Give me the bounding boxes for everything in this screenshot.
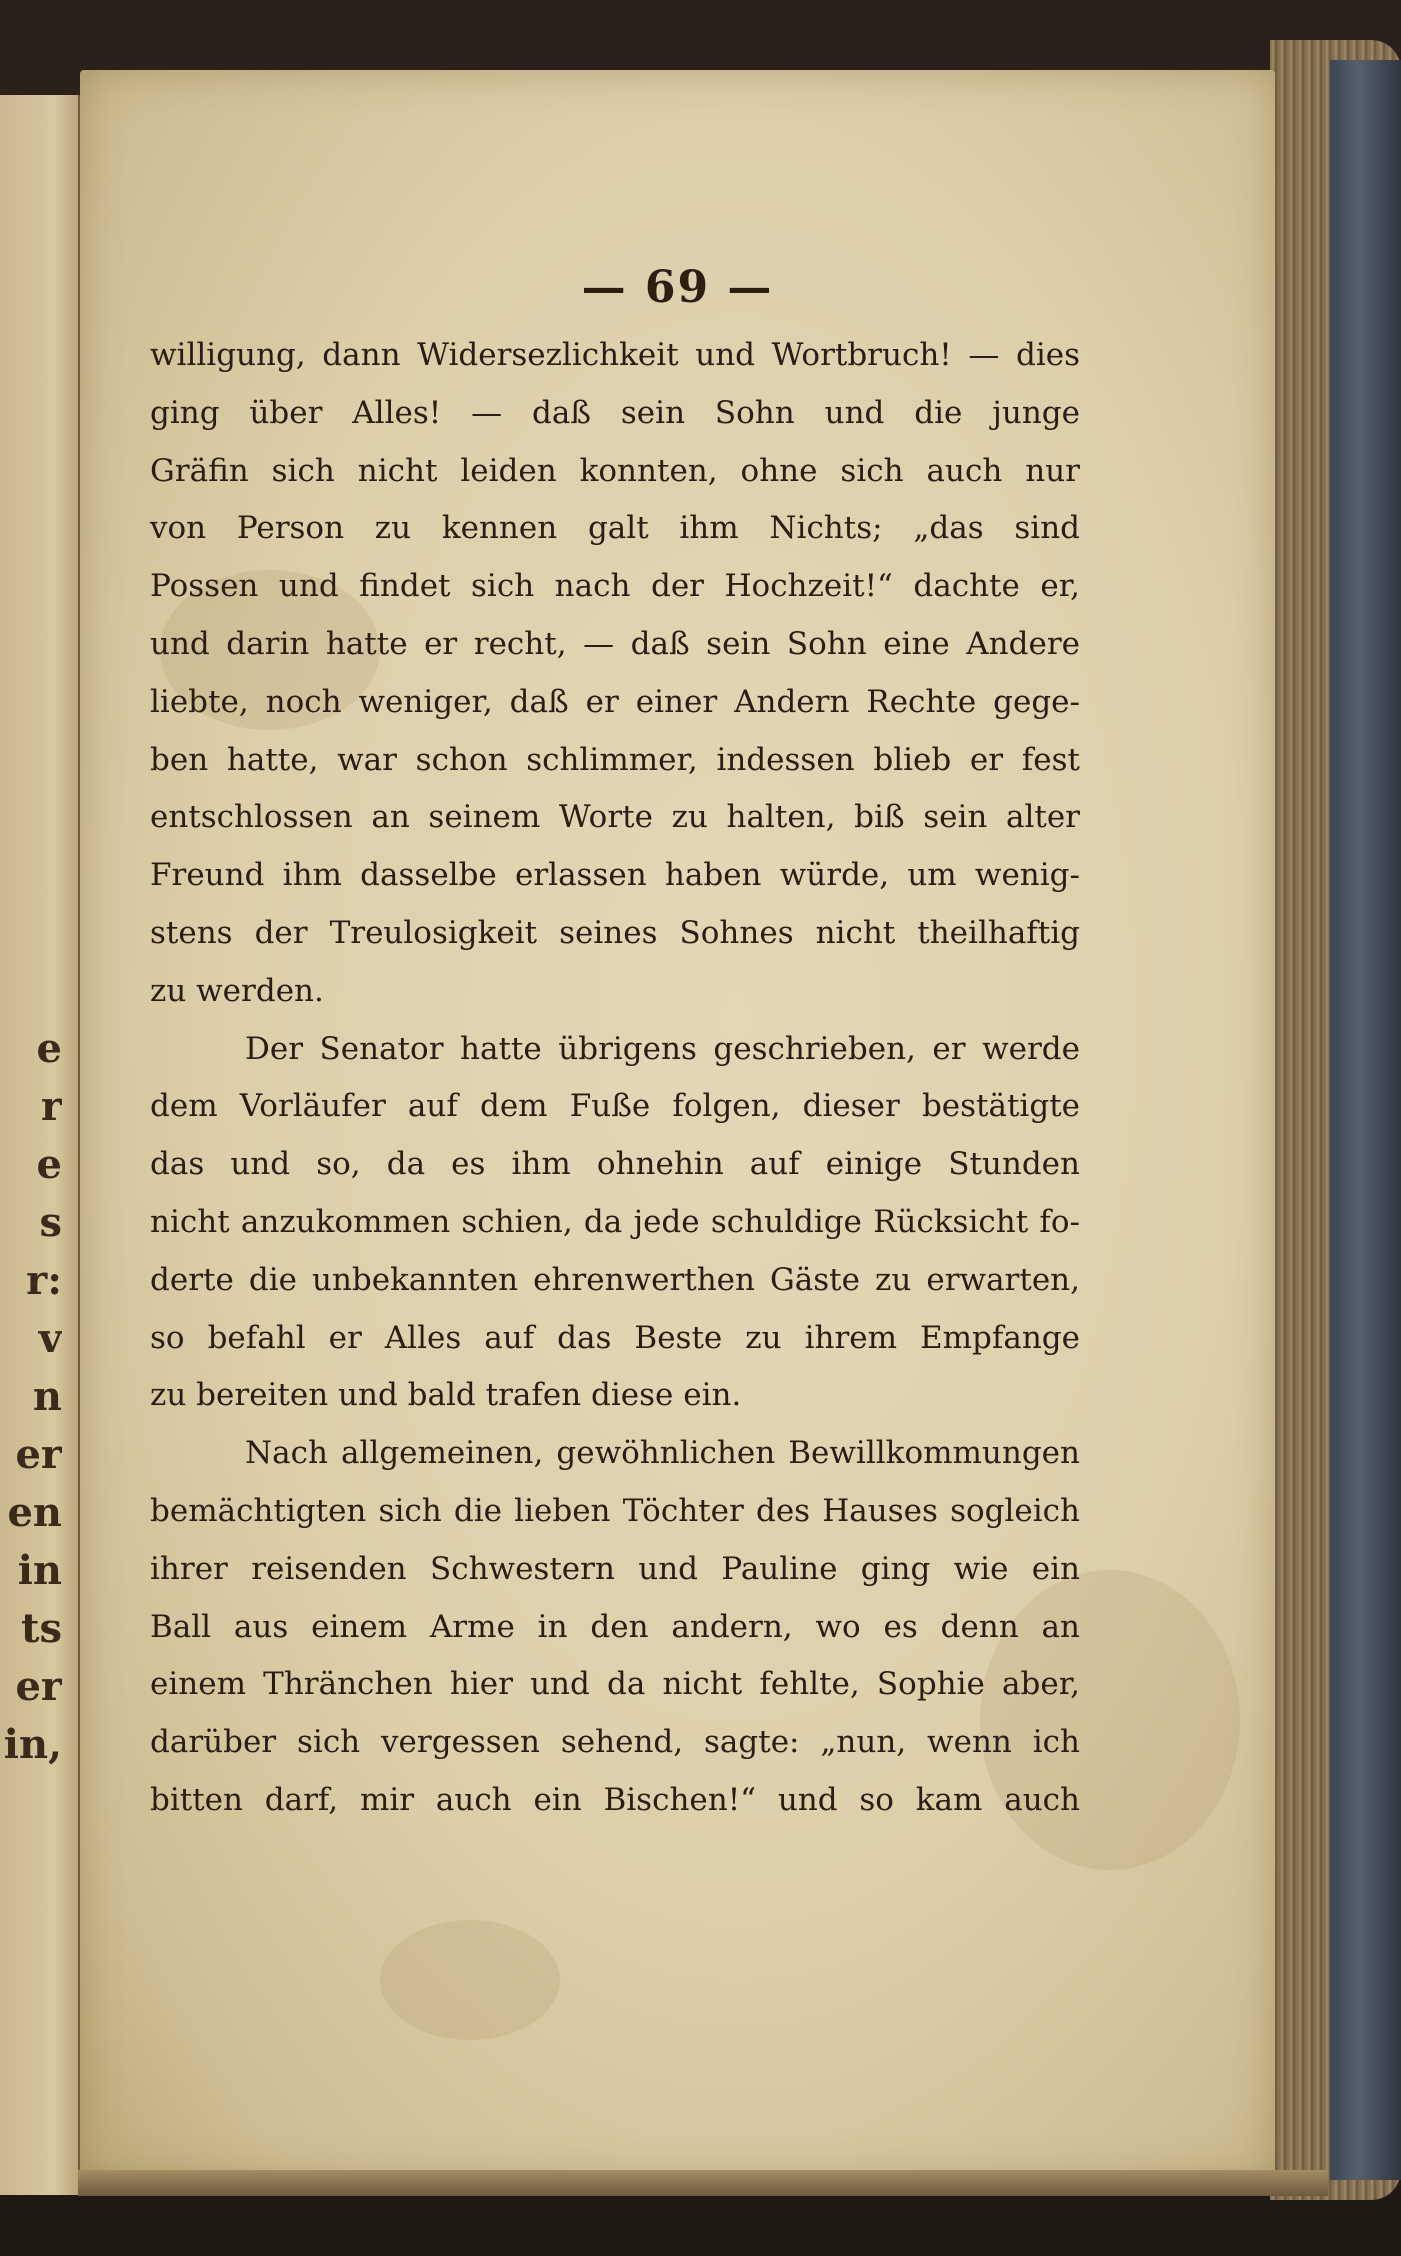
previous-page-fragment: s (39, 1199, 62, 1246)
page-number: — 69 — (581, 262, 774, 313)
previous-page-fragment: r: (26, 1257, 62, 1304)
text-line: Ball aus einem Arme in den andern, wo es denn an (150, 1608, 1080, 1645)
text-line: Freund ihm dasselbe erlassen haben würde, um wenig- (150, 857, 1080, 894)
book-cover (1330, 60, 1401, 2180)
text-line: Nach allgemeinen, gewöhnlichen Bewillkommungen (245, 1435, 1080, 1472)
text-line: ging über Alles! — daß sein Sohn und die junge (150, 394, 1080, 431)
text-line: darüber sich vergessen sehend, sagte: „nun, wenn ich (150, 1724, 1080, 1761)
text-line: einem Thränchen hier und da nicht fehlte, Sophie aber, (150, 1666, 1080, 1703)
text-line: so befahl er Alles auf das Beste zu ihrem Empfange (150, 1319, 1080, 1356)
previous-page-fragment: ts (21, 1605, 62, 1652)
text-line: bitten darf, mir auch ein Bischen!“ und so kam auch (150, 1781, 1080, 1818)
text-line: Possen und findet sich nach der Hochzeit!“ dachte er, (150, 568, 1080, 605)
text-line: ihrer reisenden Schwestern und Pauline ging wie ein (150, 1550, 1080, 1587)
text-line: das und so, da es ihm ohnehin auf einige Stunden (150, 1146, 1080, 1183)
text-line: zu bereiten und bald trafen diese ein. (150, 1377, 742, 1414)
previous-page-fragment: en (7, 1489, 62, 1536)
text-line: zu werden. (150, 972, 324, 1009)
previous-page-fragment: er (15, 1431, 62, 1478)
previous-page-fragment: e (36, 1141, 62, 1188)
text-line: willigung, dann Widersezlichkeit und Wortbruch! — dies (150, 337, 1080, 373)
text-line: bemächtigten sich die lieben Töchter des Hauses sogleich (150, 1492, 1080, 1529)
text-line: ben hatte, war schon schlimmer, indessen blieb er fest (150, 741, 1080, 778)
page-bottom-edge (78, 2170, 1328, 2196)
text-line: entschlossen an seinem Worte zu halten, biß sein alter (150, 799, 1080, 836)
text-line: derte die unbekannten ehrenwerthen Gäste zu erwarten, (150, 1261, 1080, 1298)
previous-page-fragment: er (15, 1663, 62, 1710)
previous-page-fragment: in (17, 1547, 62, 1594)
previous-page-fragment: v (38, 1315, 62, 1362)
text-line: und darin hatte er recht, — daß sein Sohn eine Andere (150, 625, 1080, 662)
previous-page-fragment: e (36, 1025, 62, 1072)
text-line: von Person zu kennen galt ihm Nichts; „das sind (150, 510, 1080, 547)
text-line: stens der Treulosigkeit seines Sohnes nicht theilhaftig (150, 914, 1080, 951)
previous-page-fragment: n (32, 1373, 62, 1420)
page-text (150, 327, 1080, 1830)
text-line: nicht anzukommen schien, da jede schuldige Rücksicht fo- (150, 1203, 1080, 1240)
text-line: Gräfin sich nicht leiden konnten, ohne sich auch nur (150, 452, 1080, 489)
previous-page-fragment: in, (3, 1721, 62, 1768)
text-line: liebte, noch weniger, daß er einer Andern Rechte gege- (150, 683, 1080, 720)
text-line: dem Vorläufer auf dem Fuße folgen, dieser bestätigte (150, 1088, 1080, 1125)
text-line: Der Senator hatte übrigens geschrieben, er werde (245, 1030, 1080, 1067)
previous-page-fragments (0, 1020, 62, 1774)
previous-page-fragment: r (40, 1083, 62, 1130)
